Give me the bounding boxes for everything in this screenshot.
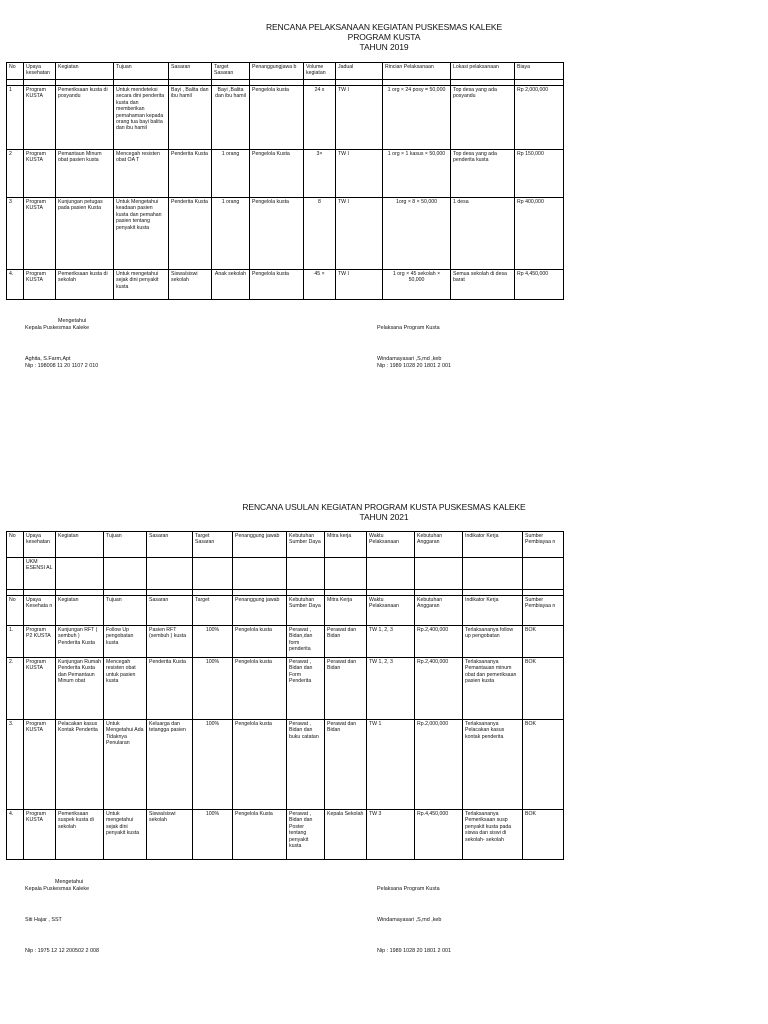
table-cell: Penderita Kusta	[147, 658, 193, 720]
table-cell: Keluarga dan tetangga pasien	[147, 720, 193, 810]
table-cell: 2	[7, 150, 24, 198]
table-cell: Pengelola kusta	[233, 658, 287, 720]
table-cell: Terlaksananya Pelacakan kasus kontak penderita	[463, 720, 523, 810]
table-cell: 3	[7, 198, 24, 270]
table-row	[7, 720, 564, 810]
table-cell: Pemantaun Minum obat pasien kusta	[56, 150, 114, 198]
doc2-title-line-2: TAHUN 2021	[359, 512, 409, 522]
table-cell: 1 org × 45 sekolah × 50,000	[383, 270, 451, 300]
table-cell: Pengelola kusta	[250, 270, 304, 300]
table-cell: TW 1, 2, 3	[367, 658, 415, 720]
sign-nip: Nip : 1989 1028 20 1801 2 001	[377, 948, 452, 954]
table-cell: Program KUSTA	[24, 270, 56, 300]
doc2-subheader-cell: Upaya Kesehata n	[24, 596, 56, 626]
table-cell: Untuk mengetahui sejak dini penyakit kusta	[104, 810, 147, 860]
doc2-subheader-cell: Mitra Kerja	[325, 596, 367, 626]
table-cell: Semua sekolah di desa barat	[451, 270, 515, 300]
table-cell: TW 1, 2, 3	[367, 626, 415, 658]
table-cell: 1 org × 1 kasus × 50,000	[383, 150, 451, 198]
doc2-subheader-cell: Waktu Pelaksanaan	[367, 596, 415, 626]
table-row	[7, 270, 564, 300]
doc1-header-cell: Kegiatan	[56, 63, 114, 80]
table-cell: TW I	[336, 150, 383, 198]
table-cell: Pengelola kusta	[233, 720, 287, 810]
sign-position: Pelaksana Program Kusta	[377, 325, 440, 331]
table-cell: 1	[7, 86, 24, 150]
table-cell: Perawat , Bidan dan Poster tentang penyakit kusta	[287, 810, 325, 860]
doc2-subheader-row	[7, 596, 564, 626]
doc1-signature-right	[377, 325, 451, 370]
table-cell: Follow Up pengobatan kusta	[104, 626, 147, 658]
doc2-header-cell: Indikator Kerja	[463, 532, 523, 558]
doc1-header-cell: Lokasi pelaksanaan	[451, 63, 515, 80]
table-cell: 1 orang	[212, 150, 250, 198]
table-cell: Pengelola kusta	[233, 626, 287, 658]
doc2-subheader-cell: Penanggung jawab	[233, 596, 287, 626]
table-cell: 24 x	[304, 86, 336, 150]
table-row	[7, 626, 564, 658]
doc2-signature-right	[377, 886, 451, 955]
table-cell: Perawat dan Bidan	[325, 626, 367, 658]
sign-nip: Nip : 198008 11 20 1107 2 010	[25, 363, 99, 369]
table-cell: Perawat , Bidan dan Form Penderita	[287, 658, 325, 720]
doc2-subheader-cell: Kebutuhan Sumber Daya	[287, 596, 325, 626]
table-cell: Kepala Sekolah	[325, 810, 367, 860]
table-cell: Penderita Kusta	[169, 198, 212, 270]
doc1-header-cell: Rincian Pelaksanaan	[383, 63, 451, 80]
table-cell: Kunjungan RFT ( sembuh ) Penderita Kusta	[56, 626, 104, 658]
table-cell: 1org × 8 × 50,000	[383, 198, 451, 270]
table-cell: Program KUSTA	[24, 198, 56, 270]
doc2-subheader-cell: No	[7, 596, 24, 626]
table-cell: Perawat , Bidan dan buku catatan	[287, 720, 325, 810]
table-cell: Untuk Mengetahui keadaan pasien kusta dan pemahan pasien tentang penyakit kusta	[114, 198, 169, 270]
table-cell: Pemeriksaan suspek kusta di sekolah	[56, 810, 104, 860]
ukm-esensial-label: UKM ESENSI AL	[24, 558, 56, 590]
table-cell: Pemeriksaan kusta di sekolah	[56, 270, 114, 300]
table-cell: BOK	[523, 658, 564, 720]
table-cell: 1.	[7, 626, 24, 658]
table-cell: 2.	[7, 658, 24, 720]
table-cell: Penderita Kusta	[169, 150, 212, 198]
table-cell: Rp 2,000,000	[515, 86, 564, 150]
doc2-subheader-cell: Sasaran	[147, 596, 193, 626]
table-cell: Pemeriksaan kusta di posyandu	[56, 86, 114, 150]
table-cell: 1 org × 24 posy = 50,000	[383, 86, 451, 150]
table-cell: Perawat dan Bidan	[325, 658, 367, 720]
table-cell: TW 3	[367, 810, 415, 860]
doc2-header-row	[7, 532, 564, 558]
doc2-header-cell: Kebutuhan Anggaran	[415, 532, 463, 558]
table-cell: Siswa/siswi sekolah	[169, 270, 212, 300]
doc2-title-line-1: RENCANA USULAN KEGIATAN PROGRAM KUSTA PUSKESMAS KALEKE	[242, 502, 526, 512]
table-cell: Terlaksananya Pemeriksaan susp penyakit kusta pada siswa dan siswi di sekolah- sekolah	[463, 810, 523, 860]
doc2-subheader-cell: Indikator Kerja	[463, 596, 523, 626]
table-cell: Bayi ,Balita dan ibu hamil	[212, 86, 250, 150]
doc1-table	[6, 62, 564, 300]
table-cell: 45 ×	[304, 270, 336, 300]
table-cell: Perawat , Bidan,dan form penderita	[287, 626, 325, 658]
table-cell: 100%	[193, 810, 233, 860]
doc2-signature-left	[25, 879, 99, 955]
table-cell: 8	[304, 198, 336, 270]
table-cell: Perawat dan Bidan	[325, 720, 367, 810]
table-cell: 3.	[7, 720, 24, 810]
doc1-header-cell: Target Sasaran	[212, 63, 250, 80]
doc1-title-line-1: RENCANA PELAKSANAAN KEGIATAN PUSKESMAS KALEKE	[265, 22, 503, 32]
doc2-subheader-cell: Tujuan	[104, 596, 147, 626]
doc1-title-line-2: PROGRAM KUSTA	[347, 32, 421, 42]
sign-person-name: Windamayasari ,S,md ,keb	[377, 356, 442, 362]
table-cell: BOK	[523, 720, 564, 810]
table-cell: Mencegah resisten obat untuk pasien kusta	[104, 658, 147, 720]
table-cell: Mencegah resisten obat OA T	[114, 150, 169, 198]
table-cell: Rp 4,450,000	[515, 270, 564, 300]
table-cell: 100%	[193, 626, 233, 658]
table-cell: Rp.4,450,000	[415, 810, 463, 860]
doc2-header-cell: Kebutuhan Sumber Daya	[287, 532, 325, 558]
table-cell: Kunjungan petugas pada pasien Kusta	[56, 198, 114, 270]
doc2-header-cell: Kegiatan	[56, 532, 104, 558]
table-row	[7, 150, 564, 198]
table-cell: Program P2 KUSTA	[24, 626, 56, 658]
sign-nip: Nip : 1975 12 12 200502 2 008	[25, 948, 100, 954]
table-cell: Pengelola kusta	[250, 198, 304, 270]
doc2-title	[0, 502, 768, 522]
table-cell: Pengelola Kusta	[250, 150, 304, 198]
table-cell: Top desa yang ada posyandu	[451, 86, 515, 150]
table-cell: Pasien RFT (sembuh ) kusta	[147, 626, 193, 658]
table-cell: Pengelola kusta	[250, 86, 304, 150]
table-cell: TW I	[336, 270, 383, 300]
table-cell: TW I	[336, 86, 383, 150]
doc2-subheader-cell: Target	[193, 596, 233, 626]
table-row	[7, 86, 564, 150]
table-cell: Rp.2,400,000	[415, 658, 463, 720]
table-cell: Program KUSTA	[24, 86, 56, 150]
doc1-header-cell: Sasaran	[169, 63, 212, 80]
table-cell: Rp 150,000	[515, 150, 564, 198]
table-cell: Rp.2,400,000	[415, 626, 463, 658]
table-cell: BOK	[523, 810, 564, 860]
sign-position: Kepala Puskesmas Kaleke	[25, 886, 90, 892]
doc1-title	[0, 22, 768, 52]
table-cell: Bayi , Balita dan ibu hamil	[169, 86, 212, 150]
table-cell: Untuk mengetahui sejak dini penyakit kusta	[114, 270, 169, 300]
table-cell: Top desa yang ada penderita kusta	[451, 150, 515, 198]
table-cell: Program KUSTA	[24, 150, 56, 198]
doc1-header-cell: Upaya kesehatan	[24, 63, 56, 80]
sign-position: Kepala Puskesmas Kaleke	[25, 325, 90, 331]
table-cell: 1 orang	[212, 198, 250, 270]
doc2-header-cell: Tujuan	[104, 532, 147, 558]
doc2-header-cell: Waktu Pelaksanaan	[367, 532, 415, 558]
table-cell: Kunjungan Rumah Penderita Kusta dan Pemantaun Minum obat	[56, 658, 104, 720]
doc2-header-cell: Target Sasaran	[193, 532, 233, 558]
doc1-header-cell: Biaya	[515, 63, 564, 80]
table-cell: 4.	[7, 270, 24, 300]
table-cell: Program KUSTA	[24, 720, 56, 810]
table-cell: BOK	[523, 626, 564, 658]
doc2-subheader-cell: Sumber Pembiayaa n	[523, 596, 564, 626]
sign-position: Pelaksana Program Kusta	[377, 886, 440, 892]
sign-person-name: Siti Hajar , SST	[25, 917, 62, 923]
table-cell: Pelacakan kasus Kontak Penderita	[56, 720, 104, 810]
sign-known-label: Mengetahui	[55, 879, 84, 885]
table-row	[7, 658, 564, 720]
doc1-header-cell: Penanggungjawa b	[250, 63, 304, 80]
doc2-subheader-cell: Kebutuhan Anggaran	[415, 596, 463, 626]
table-cell: Terlaksananya Pemantauan minum obat dan pemeriksaan pasien kusta	[463, 658, 523, 720]
table-cell: 100%	[193, 658, 233, 720]
sign-person-name: Windamayasari ,S,md ,keb	[377, 917, 442, 923]
doc2-header-cell: Mitra kerja	[325, 532, 367, 558]
table-row	[7, 810, 564, 860]
table-cell: Program KUSTA	[24, 658, 56, 720]
doc1-header-cell: No	[7, 63, 24, 80]
table-cell: 100%	[193, 720, 233, 810]
table-cell: TW 1	[367, 720, 415, 810]
doc1-header-cell: Volume kegiatan	[304, 63, 336, 80]
table-cell: TW I	[336, 198, 383, 270]
doc2-ukm-row	[7, 558, 564, 590]
table-cell: Rp 400,000	[515, 198, 564, 270]
sign-known-label: Mengetahui	[58, 318, 87, 324]
table-cell: Rp.2,000,000	[415, 720, 463, 810]
doc2-header-cell: Sasaran	[147, 532, 193, 558]
table-cell: Terlaksananya follow up pengobatan	[463, 626, 523, 658]
table-cell: 1 desa	[451, 198, 515, 270]
doc2-header-cell: No	[7, 532, 24, 558]
table-cell: 3×	[304, 150, 336, 198]
doc2-header-cell: Penanggung jawab	[233, 532, 287, 558]
doc1-header-row	[7, 63, 564, 80]
table-cell: Program KUSTA	[24, 810, 56, 860]
table-row	[7, 198, 564, 270]
table-cell: Anak sekolah	[212, 270, 250, 300]
sign-person-name: Aghita, S.Farm,Apt	[25, 356, 71, 362]
doc2-table	[6, 531, 564, 860]
doc1-signature-left	[25, 318, 98, 370]
table-cell: Untuk Mengetahui Ada Tidaknya Penularan	[104, 720, 147, 810]
doc2-subheader-cell: Kegiatan	[56, 596, 104, 626]
sign-nip: Nip : 1989 1028 20 1801 2 001	[377, 363, 452, 369]
doc1-header-cell: Jadual	[336, 63, 383, 80]
doc1-title-line-3: TAHUN 2019	[359, 42, 409, 52]
table-cell: 4.	[7, 810, 24, 860]
table-cell: Pengelola Kusta	[233, 810, 287, 860]
doc1-header-cell: Tujuan	[114, 63, 169, 80]
table-cell: Untuk mendeteksi secara dini penderita kusta dan memberikan pemahaman kepada orang tua bayi balita dan ibu hamil	[114, 86, 169, 150]
doc2-header-cell: Sumber Pembiayaa n	[523, 532, 564, 558]
doc2-header-cell: Upaya kesehatan	[24, 532, 56, 558]
table-cell: Siswa/siswi sekolah	[147, 810, 193, 860]
